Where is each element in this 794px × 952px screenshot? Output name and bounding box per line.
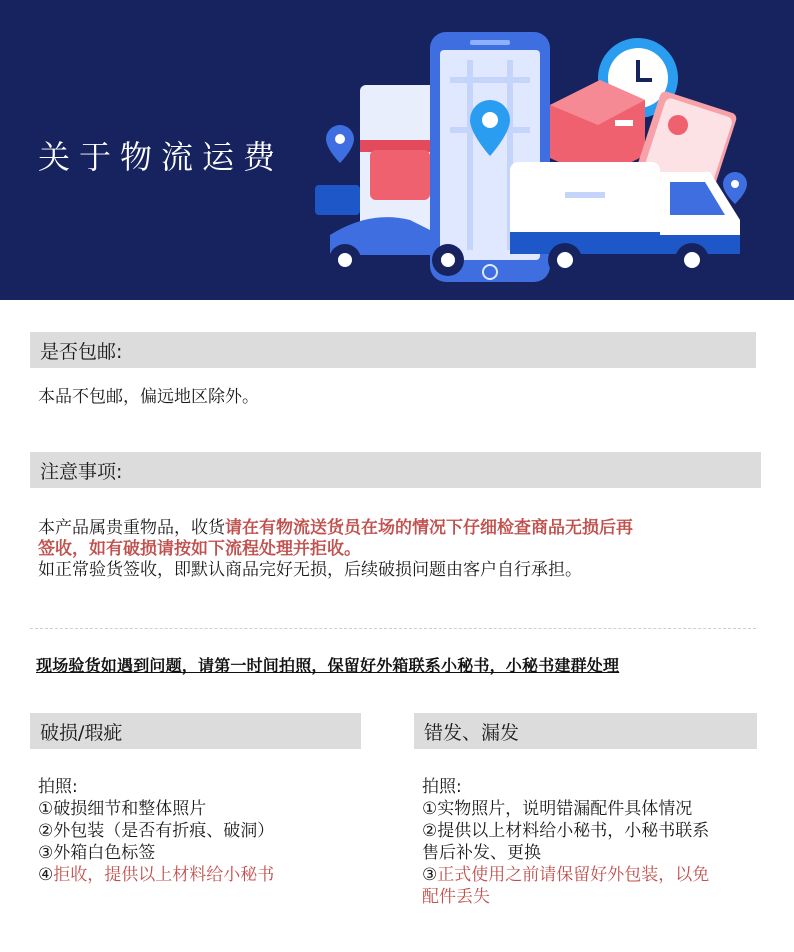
logistics-illustration bbox=[300, 20, 770, 300]
dashed-divider bbox=[30, 628, 756, 629]
notes-heading: 注意事项: bbox=[30, 452, 761, 488]
damage-label: 拍照: bbox=[38, 777, 78, 797]
notes-line2-highlight: 签收，如有破损请按如下流程处理并拒收。 bbox=[38, 539, 361, 559]
damage-item: ②外包装（是否有折痕、破洞） bbox=[38, 821, 275, 841]
wrong-label: 拍照: bbox=[422, 777, 462, 797]
wrong-list bbox=[422, 776, 709, 908]
wrong-last-text-1: 正式使用之前请保留好外包装，以免 bbox=[437, 865, 710, 885]
free-shipping-heading: 是否包邮: bbox=[30, 332, 756, 368]
header-banner bbox=[0, 0, 794, 300]
banner-title: 关于物流运费 bbox=[38, 138, 285, 176]
damage-item: ①破损细节和整体照片 bbox=[38, 799, 207, 819]
damage-last-text: 拒收，提供以上材料给小秘书 bbox=[53, 865, 275, 885]
wrong-last-text-2: 配件丢失 bbox=[422, 887, 490, 907]
notes-line1-highlight: 请在有物流送货员在场的情况下仔细检查商品无损后再 bbox=[225, 518, 633, 538]
notes-body bbox=[38, 518, 738, 581]
wrong-last-num: ③ bbox=[422, 865, 438, 885]
wrong-item-last bbox=[422, 864, 709, 886]
notes-line1-prefix: 本产品属贵重物品，收货 bbox=[38, 518, 225, 538]
on-site-notice: 现场验货如遇到问题，请第一时间拍照，保留好外箱联系小秘书，小秘书建群处理 bbox=[36, 656, 620, 675]
notes-line3: 如正常验货签收，即默认商品完好无损，后续破损问题由客户自行承担。 bbox=[38, 560, 582, 580]
damage-list bbox=[38, 776, 274, 886]
free-shipping-body: 本品不包邮，偏远地区除外。 bbox=[38, 387, 259, 407]
damage-heading: 破损/瑕疵 bbox=[30, 713, 361, 749]
damage-item-last bbox=[38, 864, 274, 886]
damage-item: ③外箱白色标签 bbox=[38, 843, 156, 863]
damage-last-num: ④ bbox=[38, 865, 54, 885]
wrong-heading: 错发、漏发 bbox=[414, 713, 757, 749]
wrong-item: 售后补发、更换 bbox=[422, 843, 541, 863]
wrong-item: ①实物照片，说明错漏配件具体情况 bbox=[422, 799, 693, 819]
wrong-item: ②提供以上材料给小秘书，小秘书联系 bbox=[422, 821, 710, 841]
